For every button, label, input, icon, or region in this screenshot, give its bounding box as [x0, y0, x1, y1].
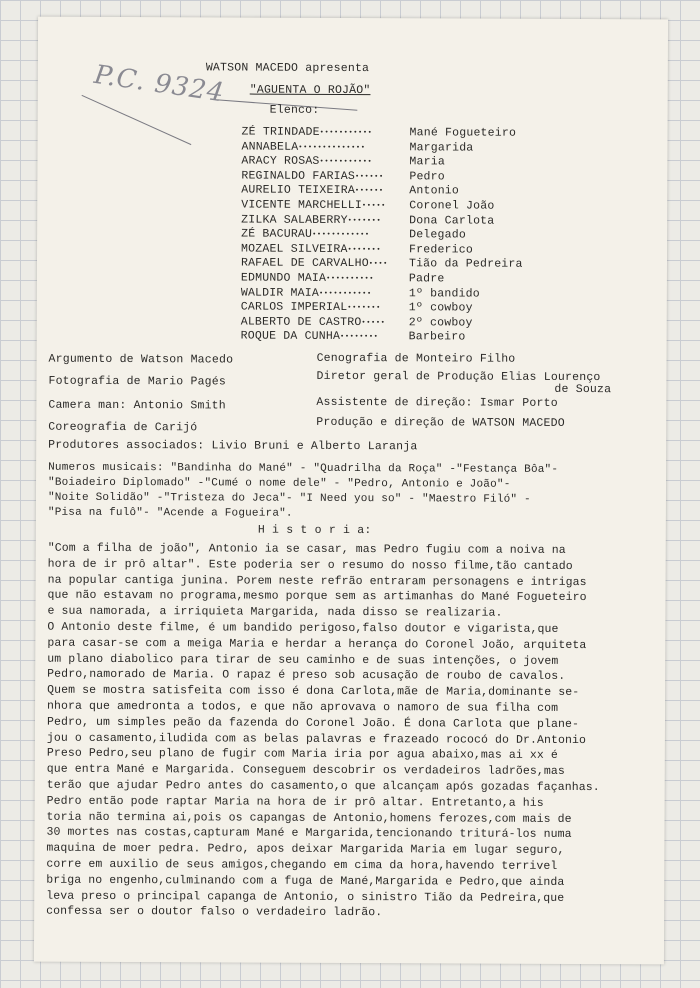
cast-leader-dots: ••••••••: [340, 333, 379, 342]
cast-leader-dots: •••••••••••: [319, 158, 373, 167]
cast-leader-dots: •••••••••••: [318, 289, 372, 298]
cast-actor: ZÉ BACURAU: [241, 227, 313, 242]
cast-actor: ARACY ROSAS: [241, 154, 320, 169]
credit-argumento: Argumento de Watson Macedo: [48, 352, 234, 367]
cast-role: Tião da Pedreira: [408, 257, 523, 272]
typewritten-page: [34, 17, 668, 965]
cast-actor: REGINALDO FARIAS: [241, 169, 356, 183]
cast-role: 2º cowboy: [408, 316, 473, 330]
cast-leader-dots: ••••: [368, 260, 389, 269]
pencil-line: [82, 95, 192, 145]
historia-paragraph-2: O Antonio deste filme, é um bandido perigoso,falso doutor e vigarista,que para casar-se com a meiga Maria e herdar a herança do Coronel João, arquiteta um plano diabolico para tirar de seu caminho e de suas intenções, o jovem Pedro,namorado de Maria. O rapaz é preso sob acusação de roubo de cavalos. Quem se mostra satisfeita com isso é dona Carlota,mãe de Maria,dominante se- nhora que amedronta a todos, e que não aprovava o namoro de sua filha com Pedro, um simples peão da fazenda do Coronel João. É dona Carlota que plane- jou o casamento,iludida com as belas palavras e frazeado rococó do Dr.Antonio Preso Pedro,seu plano de fugir com Maria iria por agua abaixo,mas ai xx é que entra Mané e Margarida. Conseguem descobrir os verdadeiros ladrões,mas terão que ajudar Pedro antes do casamento,o que alcançam após gozadas façanhas. Pedro então pode raptar Maria na hora de ir prô altar. Entretanto,a his toria não termina ai,pois os capangas de Antonio,homens ferozes,com mais de 30 mortes nas costas,capturam Mané e Margarida,tencionando triturá-los numa maquina de moer pedra. Pedro, apos deixar Margarida Maria em lugar seguro, corre em auxilio de seus amigos,chegando em cima da hora,havendo terrivel briga no engenho,culminando com a fuga de Mané,Margarida e Pedro,que ainda leva preso o principal capanga de Antonio, o sinistro Tião da Pedreira,que confessa ser o doutor falso o verdadeiro ladrão.: [46, 620, 600, 920]
cast-role: Dona Carlota: [409, 213, 495, 228]
musicais-line-1: Numeros musicais: "Bandinha do Mané" - "Quadrilha da Roça" -"Festança Bôa"-: [48, 461, 559, 476]
cast-role: Mané Fogueteiro: [409, 126, 517, 140]
credit-associados: Produtores associados: Livio Bruni e Alberto Laranja: [48, 438, 418, 454]
cast-leader-dots: ••••••••••••••: [298, 143, 366, 152]
cast-leader-dots: ••••••••••: [326, 274, 375, 284]
historia-heading: H i s t o r i a:: [257, 523, 372, 538]
cast-role: Barbeiro: [408, 330, 466, 344]
cast-actor: ZILKA SALABERRY: [241, 213, 348, 227]
handwritten-note: P.C. 9324: [92, 59, 227, 109]
historia-paragraph-1: "Com a filha de joão", Antonio ia se casar, mas Pedro fugiu com a noiva na hora de ir prô altar". Este poderia ser o resumo do nosso filme,tão cantado na popular cantiga junina. Porem neste refrão entraram personagens e intrigas que não estavam no programa,mesmo porque sem as artimanhas do Mané Fogueteiro e sua namorada, a irriquieta Margarida, nada disso se realizaria.: [47, 541, 587, 620]
cast-heading: Elenco:: [269, 103, 320, 117]
cast-leader-dots: •••••••: [347, 245, 382, 254]
presenter-line: WATSON MACEDO apresenta: [205, 61, 370, 76]
cast-leader-dots: •••••••••••: [319, 128, 373, 138]
cast-role: Antonio: [409, 184, 460, 198]
cast-actor: RAFAEL DE CARVALHO: [240, 256, 369, 271]
film-title: "AGUENTA O ROJÃO": [249, 83, 371, 98]
cast-actor: ALBERTO DE CASTRO: [240, 315, 362, 329]
musicais-line-3: "Noite Solidão" -"Tristeza do Jeca"- "I Need you so" - "Maestro Filó" -: [47, 491, 531, 506]
cast-actor: WALDIR MAIA: [240, 286, 320, 300]
cast-actor: ZÉ TRINDADE: [241, 125, 320, 139]
credit-assistente: Assistente de direção: Ismar Porto: [316, 395, 558, 410]
cast-leader-dots: ••••••: [354, 172, 384, 181]
credit-fotografia: Fotografia de Mario Pagés: [48, 374, 227, 389]
cast-actor: VICENTE MARCHELLI: [241, 198, 363, 213]
cast-actor: CARLOS IMPERIAL: [240, 300, 348, 315]
cast-leader-dots: •••••••: [347, 216, 382, 225]
cast-actor: ANNABELA: [241, 140, 299, 154]
cast-role: Padre: [408, 272, 445, 286]
cast-leader-dots: •••••: [361, 202, 386, 211]
cast-actor: ROQUE DA CUNHA: [240, 329, 341, 344]
credit-cenografia: Cenografia de Monteiro Filho: [316, 351, 516, 366]
cast-role: Pedro: [409, 170, 445, 184]
cast-leader-dots: ••••••••••••: [312, 231, 370, 240]
credit-diretor-line2: de Souza: [554, 382, 612, 397]
cast-role: 1º cowboy: [408, 301, 473, 315]
cast-role: Frederico: [409, 243, 474, 257]
credit-diretor-line1: Diretor geral de Produção Elias Lourenço: [316, 369, 601, 385]
musicais-line-4: "Pisa na fulô"- "Acende a Fogueira".: [47, 506, 293, 520]
cast-role: Margarida: [409, 140, 474, 155]
credit-coreografia: Coreografia de Carijó: [48, 420, 198, 435]
cast-leader-dots: •••••••: [347, 304, 381, 313]
cast-role: 1º bandido: [408, 286, 480, 301]
cast-actor: AURELIO TEIXEIRA: [241, 183, 355, 198]
credit-producao: Produção e direção de WATSON MACEDO: [316, 415, 565, 430]
cast-actor: MOZAEL SILVEIRA: [241, 242, 348, 256]
cast-role: Delegado: [409, 228, 466, 242]
musicais-line-2: "Boiadeiro Diplomado" -"Cumé o nome dele" - "Pedro, Antonio e João"-: [48, 476, 511, 491]
cast-role: Maria: [409, 155, 445, 169]
cast-actor: EDMUNDO MAIA: [240, 271, 327, 285]
cast-role: Coronel João: [409, 199, 495, 213]
cast-leader-dots: •••••: [361, 318, 386, 327]
cast-leader-dots: ••••••: [354, 187, 384, 196]
credit-camera: Camera man: Antonio Smith: [48, 398, 226, 413]
